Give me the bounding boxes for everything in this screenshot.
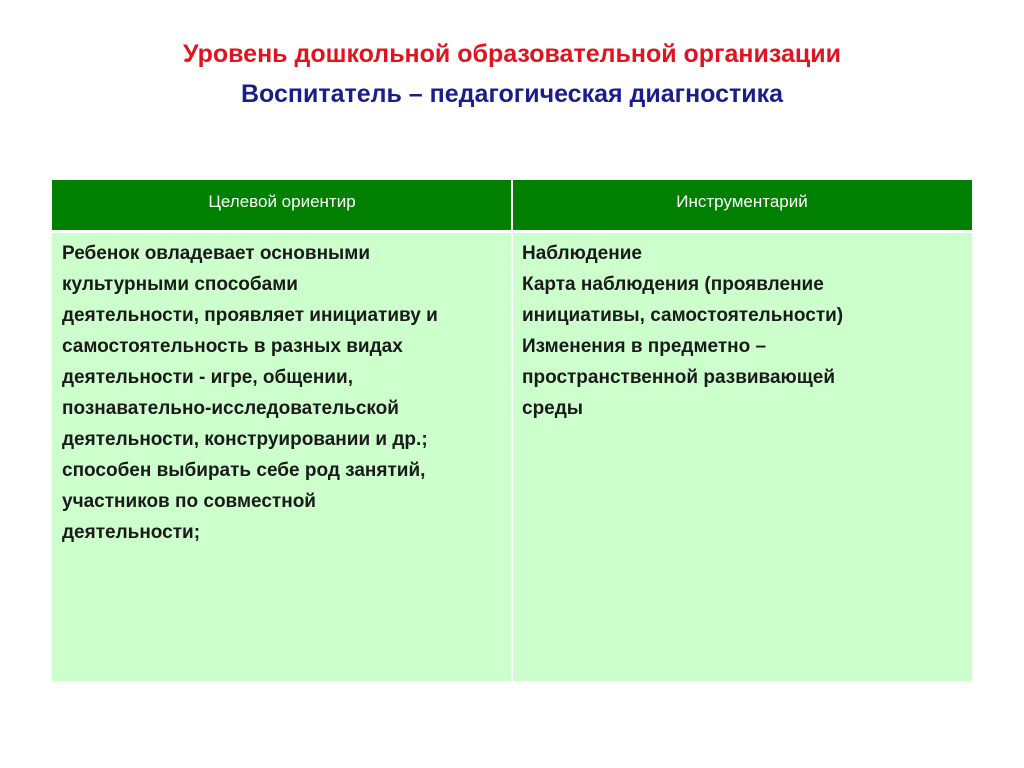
title-subject: Воспитатель – педагогическая диагностика [240, 80, 784, 108]
text-line: деятельности, конструировании и др.; [62, 429, 428, 450]
header-target-orientation: Целевой ориентир [208, 192, 356, 211]
text-line: Наблюдение [522, 243, 642, 264]
text-line: самостоятельность в разных видах [62, 336, 403, 357]
text-line: способен выбирать себе род занятий, [62, 460, 426, 481]
text-line: среды [522, 398, 584, 419]
header-divider [511, 180, 513, 230]
text-line: инициативы, самостоятельности) [522, 305, 844, 326]
text-line: культурными способами [62, 274, 298, 295]
diagnostics-table [52, 180, 972, 681]
text-line: деятельности - игре, общении, [62, 367, 353, 388]
text-line: деятельности, проявляет инициативу и [62, 305, 438, 326]
body-divider [511, 233, 513, 681]
text-line: Ребенок овладевает основными [62, 243, 371, 264]
header-tools: Инструментарий [676, 192, 808, 211]
text-line: участников по совместной [62, 491, 316, 512]
text-line: познавательно-исследовательской [62, 398, 399, 419]
text-line: Изменения в предметно – [522, 336, 767, 357]
text-line: пространственной развивающей [522, 367, 836, 388]
text-line: Карта наблюдения (проявление [522, 274, 824, 295]
slide-title [0, 34, 1024, 114]
cell-target-orientation [62, 238, 502, 548]
text-line: деятельности; [62, 522, 201, 543]
title-level: Уровень дошкольной образовательной организации [183, 40, 841, 68]
cell-tools [522, 238, 962, 424]
